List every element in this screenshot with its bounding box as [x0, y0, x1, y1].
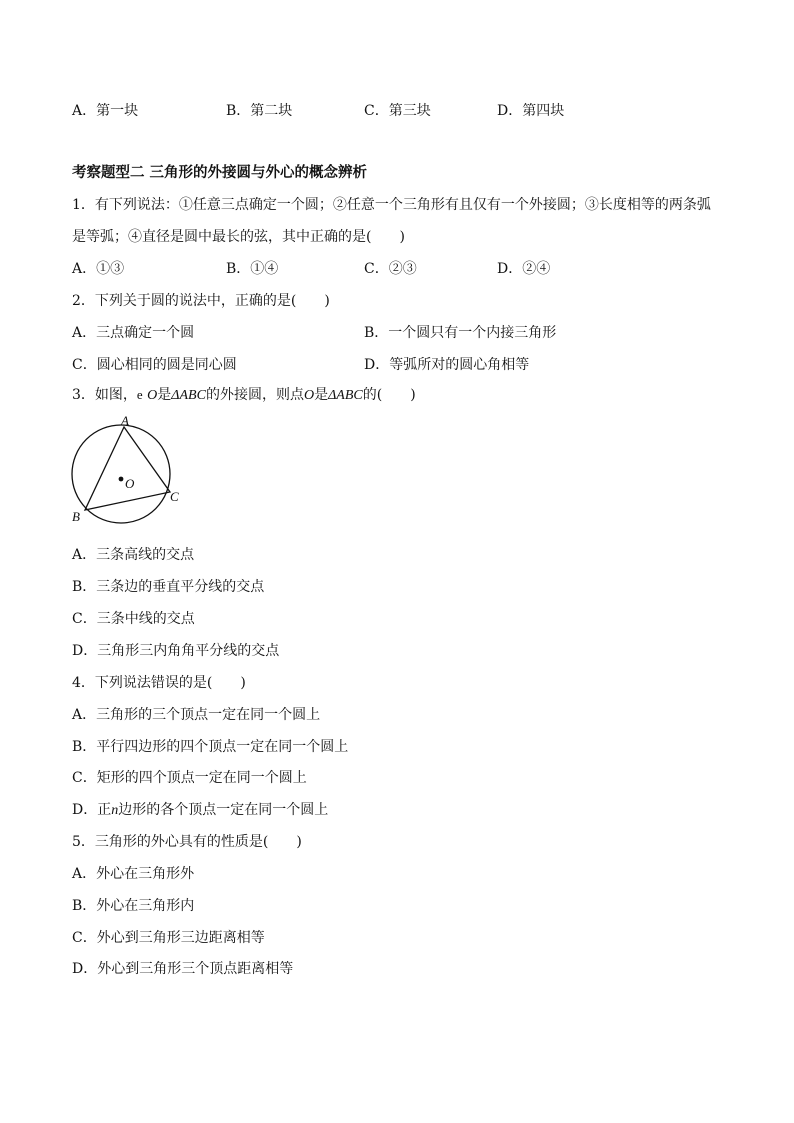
option-a: A．第一块 — [72, 103, 139, 119]
q1-option-c: C．②③ — [364, 261, 417, 277]
center-point-o — [119, 477, 124, 482]
q3-option-c: C．三条中线的交点 — [72, 611, 195, 627]
q5-option-a: A．外心在三角形外 — [72, 866, 195, 882]
q1-option-a: A．①③ — [72, 261, 125, 277]
label-c: C — [170, 489, 179, 504]
q5-option-c: C．外心到三角形三边距离相等 — [72, 930, 265, 946]
q5-option-b: B．外心在三角形内 — [72, 898, 195, 914]
option-b: B．第二块 — [226, 103, 293, 119]
q4-option-a: A．三角形的三个顶点一定在同一个圆上 — [72, 707, 321, 723]
q3-stem: 3．如图，e O是ΔABC的外接圆，则点O是ΔABC的( ) — [72, 387, 416, 403]
circumcircle-figure — [66, 414, 190, 530]
q1-option-d: D．②④ — [497, 261, 551, 277]
q5-option-d: D．外心到三角形三个顶点距离相等 — [72, 961, 294, 977]
q1-option-b: B．①④ — [226, 261, 279, 277]
q3-option-d: D．三角形三内角角平分线的交点 — [72, 643, 280, 659]
q2-option-a: A．三点确定一个圆 — [72, 325, 195, 341]
q2-option-d: D．等弧所对的圆心角相等 — [364, 357, 530, 373]
q2-option-b: B．一个圆只有一个内接三角形 — [364, 325, 557, 341]
q4-option-c: C．矩形的四个顶点一定在同一个圆上 — [72, 770, 307, 786]
q2-option-c: C．圆心相同的圆是同心圆 — [72, 357, 237, 373]
q4-option-d: D．正n边形的各个顶点一定在同一个圆上 — [72, 802, 329, 818]
section-heading: 考察题型二 三角形的外接圆与外心的概念辨析 — [72, 165, 368, 181]
option-d: D．第四块 — [497, 103, 565, 119]
option-c: C．第三块 — [364, 103, 431, 119]
q4-option-b: B．平行四边形的四个顶点一定在同一个圆上 — [72, 739, 349, 755]
q1-stem-line2: 是等弧；④直径是圆中最长的弦，其中正确的是( ) — [72, 229, 405, 245]
q1-stem-line1: 1．有下列说法：①任意三点确定一个圆；②任意一个三角形有且仅有一个外接圆；③长度相等的两条弧 — [72, 197, 711, 213]
label-a: A — [121, 414, 129, 428]
q3-option-b: B．三条边的垂直平分线的交点 — [72, 579, 265, 595]
q2-stem: 2．下列关于圆的说法中，正确的是( ) — [72, 293, 330, 309]
triangle-abc — [85, 427, 170, 510]
circle-symbol: e — [136, 387, 143, 402]
q4-stem: 4．下列说法错误的是( ) — [72, 675, 246, 691]
q3-option-a: A．三条高线的交点 — [72, 547, 195, 563]
label-b: B — [72, 509, 80, 524]
label-o: O — [125, 476, 135, 491]
q5-stem: 5．三角形的外心具有的性质是( ) — [72, 834, 302, 850]
circumcircle — [72, 425, 170, 523]
